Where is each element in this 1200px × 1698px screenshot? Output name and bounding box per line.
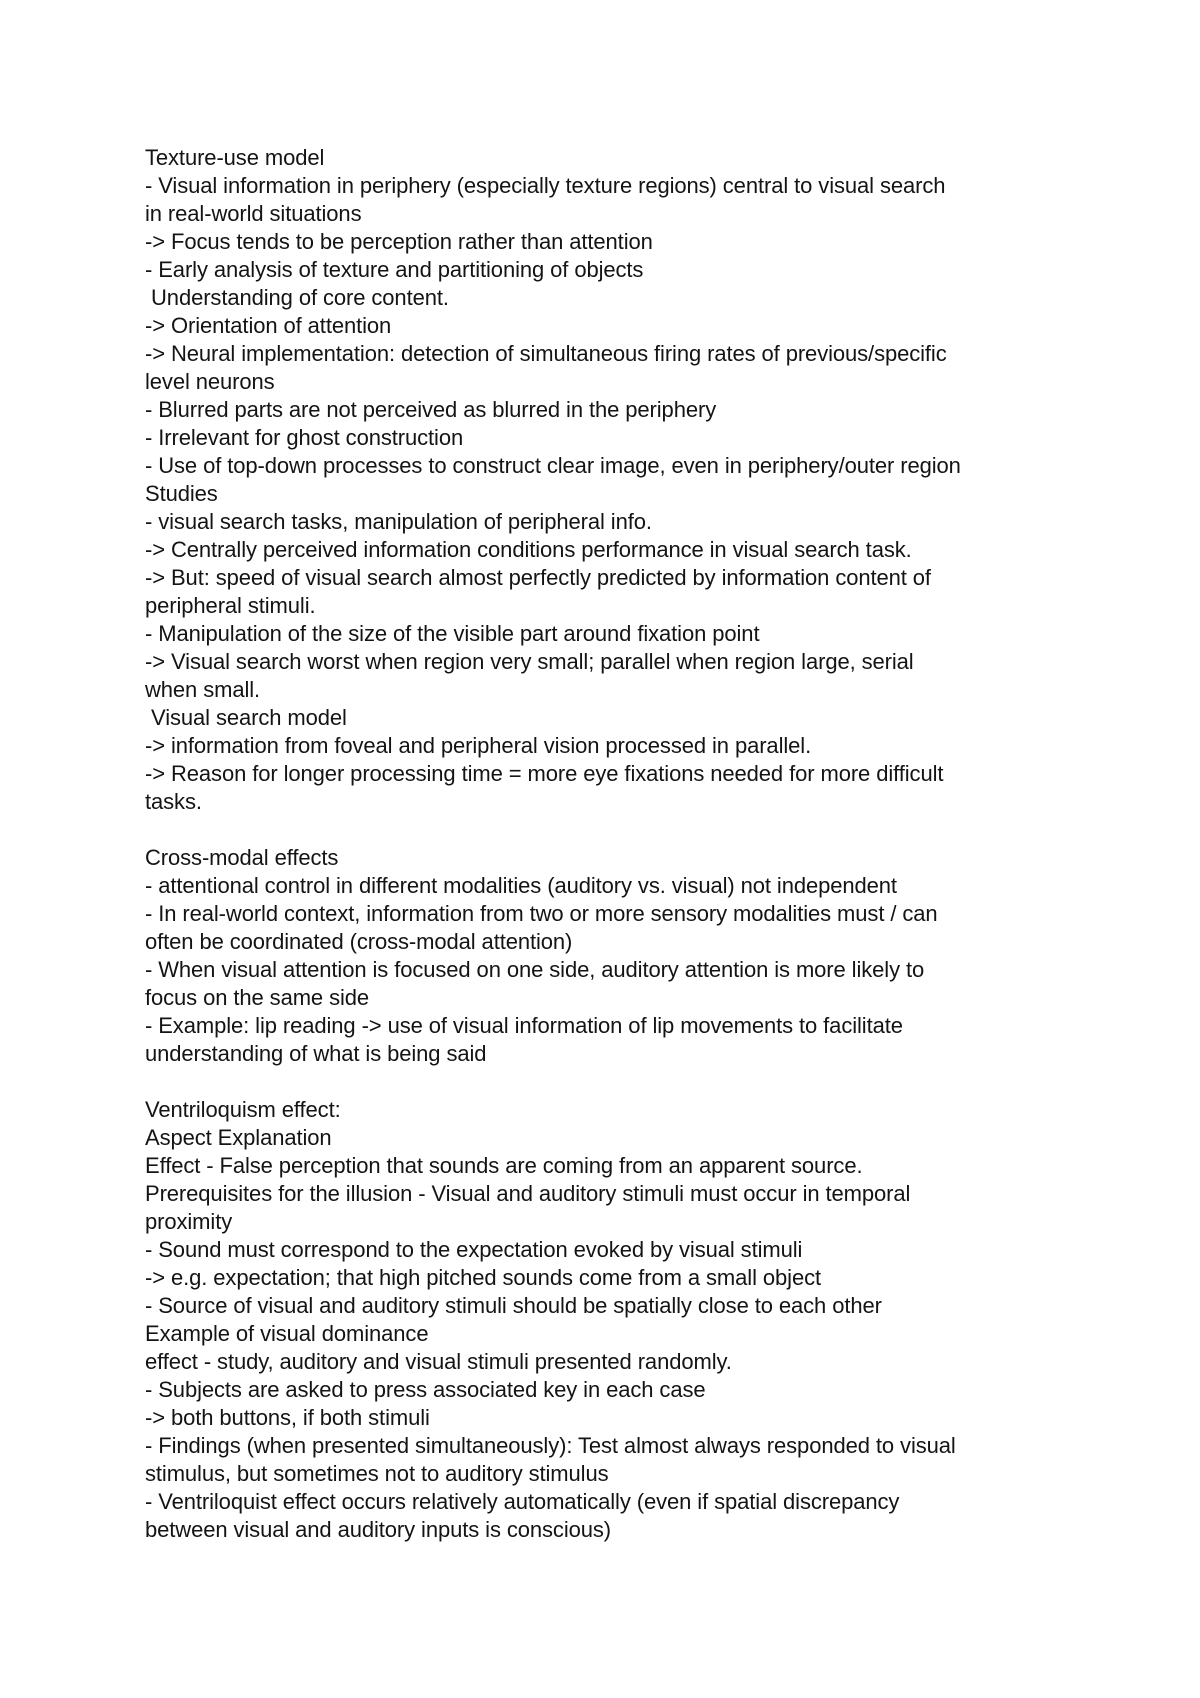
text-line: peripheral stimuli. xyxy=(145,593,316,618)
text-line: -> Neural implementation: detection of simultaneous firing rates of previous/specific xyxy=(145,341,947,366)
text-line: - Sound must correspond to the expectation evoked by visual stimuli xyxy=(145,1237,803,1262)
text-line: - visual search tasks, manipulation of peripheral info. xyxy=(145,509,652,534)
text-line: - Example: lip reading -> use of visual information of lip movements to facilitate xyxy=(145,1013,903,1038)
text-line: Prerequisites for the illusion - Visual and auditory stimuli must occur in temporal xyxy=(145,1181,911,1206)
section-heading: Ventriloquism effect: xyxy=(145,1097,341,1122)
text-line: -> But: speed of visual search almost perfectly predicted by information content of xyxy=(145,565,931,590)
text-line: understanding of what is being said xyxy=(145,1041,487,1066)
subheading: Visual search model xyxy=(145,705,347,730)
paragraph-spacer xyxy=(145,1068,1085,1096)
text-line: -> e.g. expectation; that high pitched sounds come from a small object xyxy=(145,1265,821,1290)
text-line: Effect - False perception that sounds are coming from an apparent source. xyxy=(145,1153,863,1178)
section-heading: Texture-use model xyxy=(145,145,325,170)
text-line: - Source of visual and auditory stimuli should be spatially close to each other xyxy=(145,1293,882,1318)
table-header-line: Aspect Explanation xyxy=(145,1125,332,1150)
text-line: - Ventriloquist effect occurs relatively automatically (even if spatial discrepancy xyxy=(145,1489,900,1514)
text-line: tasks. xyxy=(145,789,202,814)
texture-use-section xyxy=(145,144,1085,816)
cross-modal-section xyxy=(145,844,1085,1068)
paragraph-spacer xyxy=(145,816,1085,844)
text-line: Example of visual dominance xyxy=(145,1321,429,1346)
text-line: - Findings (when presented simultaneously): Test almost always responded to visual xyxy=(145,1433,956,1458)
text-line: effect - study, auditory and visual stimuli presented randomly. xyxy=(145,1349,732,1374)
text-line: - Subjects are asked to press associated key in each case xyxy=(145,1377,706,1402)
text-line: - In real-world context, information from two or more sensory modalities must / can xyxy=(145,901,938,926)
text-line: focus on the same side xyxy=(145,985,370,1010)
text-line: -> Visual search worst when region very small; parallel when region large, serial xyxy=(145,649,914,674)
text-line: in real-world situations xyxy=(145,201,362,226)
text-line: often be coordinated (cross-modal attention) xyxy=(145,929,573,954)
text-line: -> Focus tends to be perception rather than attention xyxy=(145,229,653,254)
text-line: - Use of top-down processes to construct clear image, even in periphery/outer region xyxy=(145,453,961,478)
text-line: - attentional control in different modalities (auditory vs. visual) not independent xyxy=(145,873,897,898)
text-line: - Early analysis of texture and partitioning of objects xyxy=(145,257,644,282)
document-page xyxy=(145,144,1085,1544)
text-line: -> Centrally perceived information conditions performance in visual search task. xyxy=(145,537,912,562)
section-heading: Cross-modal effects xyxy=(145,845,339,870)
text-line: - Blurred parts are not perceived as blurred in the periphery xyxy=(145,397,717,422)
text-line: stimulus, but sometimes not to auditory stimulus xyxy=(145,1461,609,1486)
text-line: -> both buttons, if both stimuli xyxy=(145,1405,430,1430)
text-line: level neurons xyxy=(145,369,275,394)
subheading: Studies xyxy=(145,481,218,506)
text-line: - Manipulation of the size of the visible part around fixation point xyxy=(145,621,760,646)
text-line: Understanding of core content. xyxy=(145,285,449,310)
text-line: - Irrelevant for ghost construction xyxy=(145,425,464,450)
text-line: - When visual attention is focused on one side, auditory attention is more likely to xyxy=(145,957,925,982)
text-line: -> information from foveal and peripheral vision processed in parallel. xyxy=(145,733,812,758)
text-line: when small. xyxy=(145,677,261,702)
text-line: proximity xyxy=(145,1209,233,1234)
text-line: - Visual information in periphery (especially texture regions) central to visual search xyxy=(145,173,946,198)
text-line: between visual and auditory inputs is conscious) xyxy=(145,1517,612,1542)
ventriloquism-section xyxy=(145,1096,1085,1544)
text-line: -> Orientation of attention xyxy=(145,313,392,338)
text-line: -> Reason for longer processing time = more eye fixations needed for more difficult xyxy=(145,761,944,786)
